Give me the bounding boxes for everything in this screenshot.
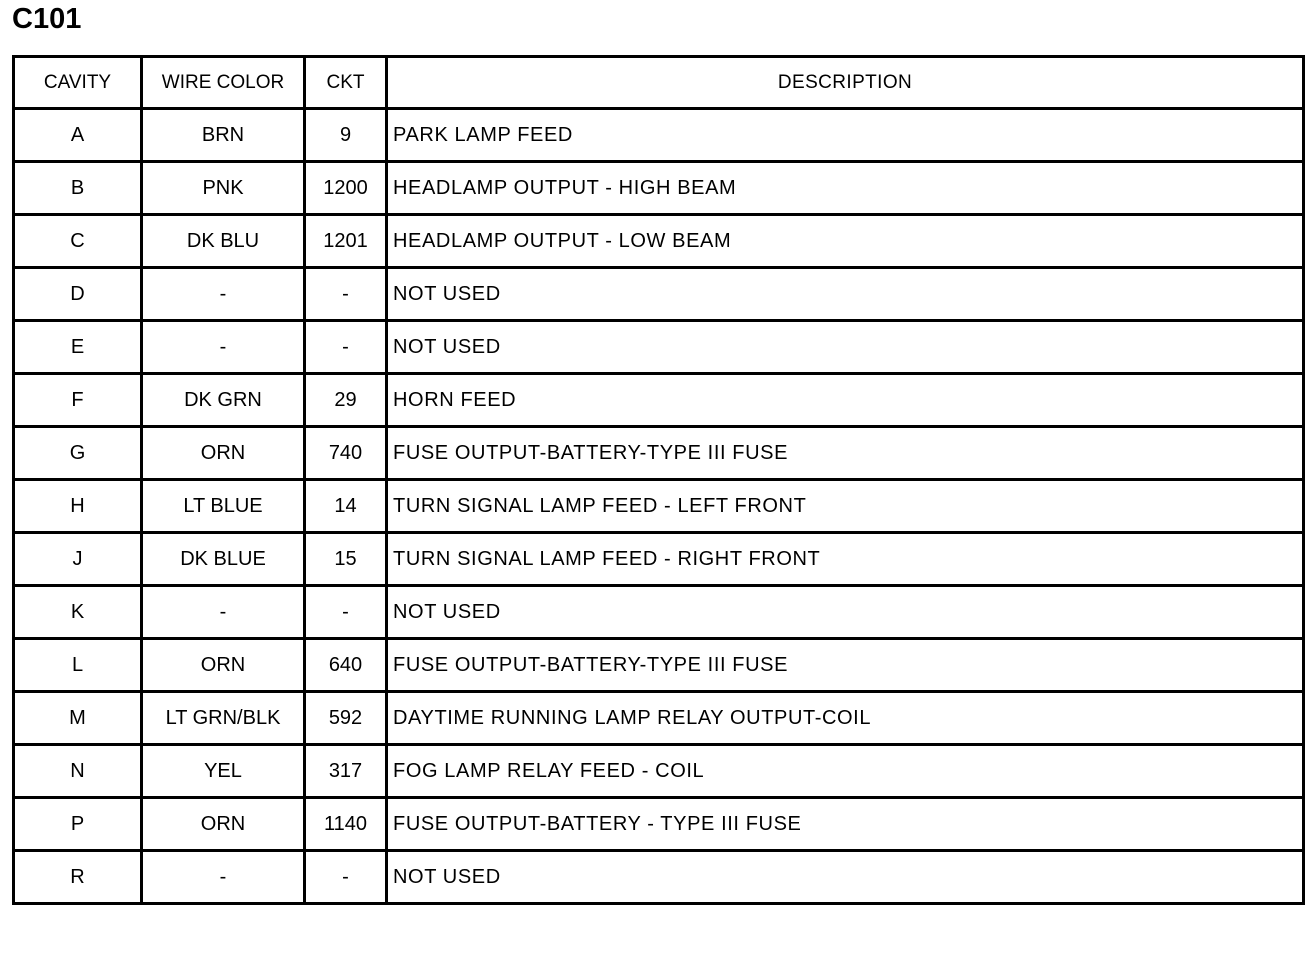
cell-wire-color: DK GRN xyxy=(142,374,305,427)
table-header-row xyxy=(14,57,1304,109)
cell-description: DAYTIME RUNNING LAMP RELAY OUTPUT-COIL xyxy=(387,692,1304,745)
table-row xyxy=(14,480,1304,533)
cell-ckt: - xyxy=(305,268,387,321)
cell-wire-color: LT BLUE xyxy=(142,480,305,533)
cell-wire-color: ORN xyxy=(142,798,305,851)
table-row xyxy=(14,798,1304,851)
cell-cavity: K xyxy=(14,586,142,639)
cell-wire-color: BRN xyxy=(142,109,305,162)
cell-wire-color: - xyxy=(142,268,305,321)
connector-title: C101 xyxy=(12,3,82,35)
cell-ckt: 1200 xyxy=(305,162,387,215)
table-row xyxy=(14,533,1304,586)
cell-ckt: 15 xyxy=(305,533,387,586)
cell-description: NOT USED xyxy=(387,268,1304,321)
cell-ckt: 317 xyxy=(305,745,387,798)
cell-ckt: 9 xyxy=(305,109,387,162)
cell-cavity: G xyxy=(14,427,142,480)
header-ckt: CKT xyxy=(305,57,387,109)
cell-cavity: F xyxy=(14,374,142,427)
table-row xyxy=(14,109,1304,162)
cell-description: HEADLAMP OUTPUT - HIGH BEAM xyxy=(387,162,1304,215)
cell-wire-color: YEL xyxy=(142,745,305,798)
cell-cavity: M xyxy=(14,692,142,745)
cell-description: FUSE OUTPUT-BATTERY - TYPE III FUSE xyxy=(387,798,1304,851)
cell-cavity: H xyxy=(14,480,142,533)
cell-ckt: 1201 xyxy=(305,215,387,268)
cell-wire-color: - xyxy=(142,586,305,639)
cell-wire-color: DK BLU xyxy=(142,215,305,268)
cell-description: TURN SIGNAL LAMP FEED - RIGHT FRONT xyxy=(387,533,1304,586)
cell-ckt: 1140 xyxy=(305,798,387,851)
cell-description: HORN FEED xyxy=(387,374,1304,427)
cell-ckt: - xyxy=(305,586,387,639)
cell-cavity: R xyxy=(14,851,142,904)
table-row xyxy=(14,162,1304,215)
table-row xyxy=(14,851,1304,904)
connector-pinout-table xyxy=(12,55,1305,905)
cell-cavity: L xyxy=(14,639,142,692)
cell-cavity: A xyxy=(14,109,142,162)
table-row xyxy=(14,745,1304,798)
cell-description: NOT USED xyxy=(387,851,1304,904)
cell-wire-color: DK BLUE xyxy=(142,533,305,586)
header-description: DESCRIPTION xyxy=(387,57,1304,109)
cell-cavity: P xyxy=(14,798,142,851)
table-row xyxy=(14,586,1304,639)
cell-ckt: 29 xyxy=(305,374,387,427)
table-row xyxy=(14,215,1304,268)
cell-wire-color: LT GRN/BLK xyxy=(142,692,305,745)
header-wire-color: WIRE COLOR xyxy=(142,57,305,109)
cell-description: NOT USED xyxy=(387,586,1304,639)
cell-description: TURN SIGNAL LAMP FEED - LEFT FRONT xyxy=(387,480,1304,533)
cell-cavity: D xyxy=(14,268,142,321)
cell-description: PARK LAMP FEED xyxy=(387,109,1304,162)
cell-cavity: B xyxy=(14,162,142,215)
cell-wire-color: PNK xyxy=(142,162,305,215)
cell-ckt: 740 xyxy=(305,427,387,480)
cell-wire-color: - xyxy=(142,851,305,904)
cell-description: HEADLAMP OUTPUT - LOW BEAM xyxy=(387,215,1304,268)
cell-cavity: E xyxy=(14,321,142,374)
cell-ckt: 14 xyxy=(305,480,387,533)
cell-ckt: - xyxy=(305,321,387,374)
cell-cavity: N xyxy=(14,745,142,798)
cell-description: FOG LAMP RELAY FEED - COIL xyxy=(387,745,1304,798)
table-row xyxy=(14,374,1304,427)
cell-ckt: 640 xyxy=(305,639,387,692)
cell-ckt: 592 xyxy=(305,692,387,745)
table-row xyxy=(14,639,1304,692)
cell-description: FUSE OUTPUT-BATTERY-TYPE III FUSE xyxy=(387,427,1304,480)
cell-wire-color: ORN xyxy=(142,427,305,480)
table-row xyxy=(14,321,1304,374)
table-row xyxy=(14,268,1304,321)
table-row xyxy=(14,427,1304,480)
cell-wire-color: - xyxy=(142,321,305,374)
cell-description: NOT USED xyxy=(387,321,1304,374)
table-row xyxy=(14,692,1304,745)
cell-description: FUSE OUTPUT-BATTERY-TYPE III FUSE xyxy=(387,639,1304,692)
header-cavity: CAVITY xyxy=(14,57,142,109)
cell-cavity: J xyxy=(14,533,142,586)
cell-cavity: C xyxy=(14,215,142,268)
cell-wire-color: ORN xyxy=(142,639,305,692)
cell-ckt: - xyxy=(305,851,387,904)
